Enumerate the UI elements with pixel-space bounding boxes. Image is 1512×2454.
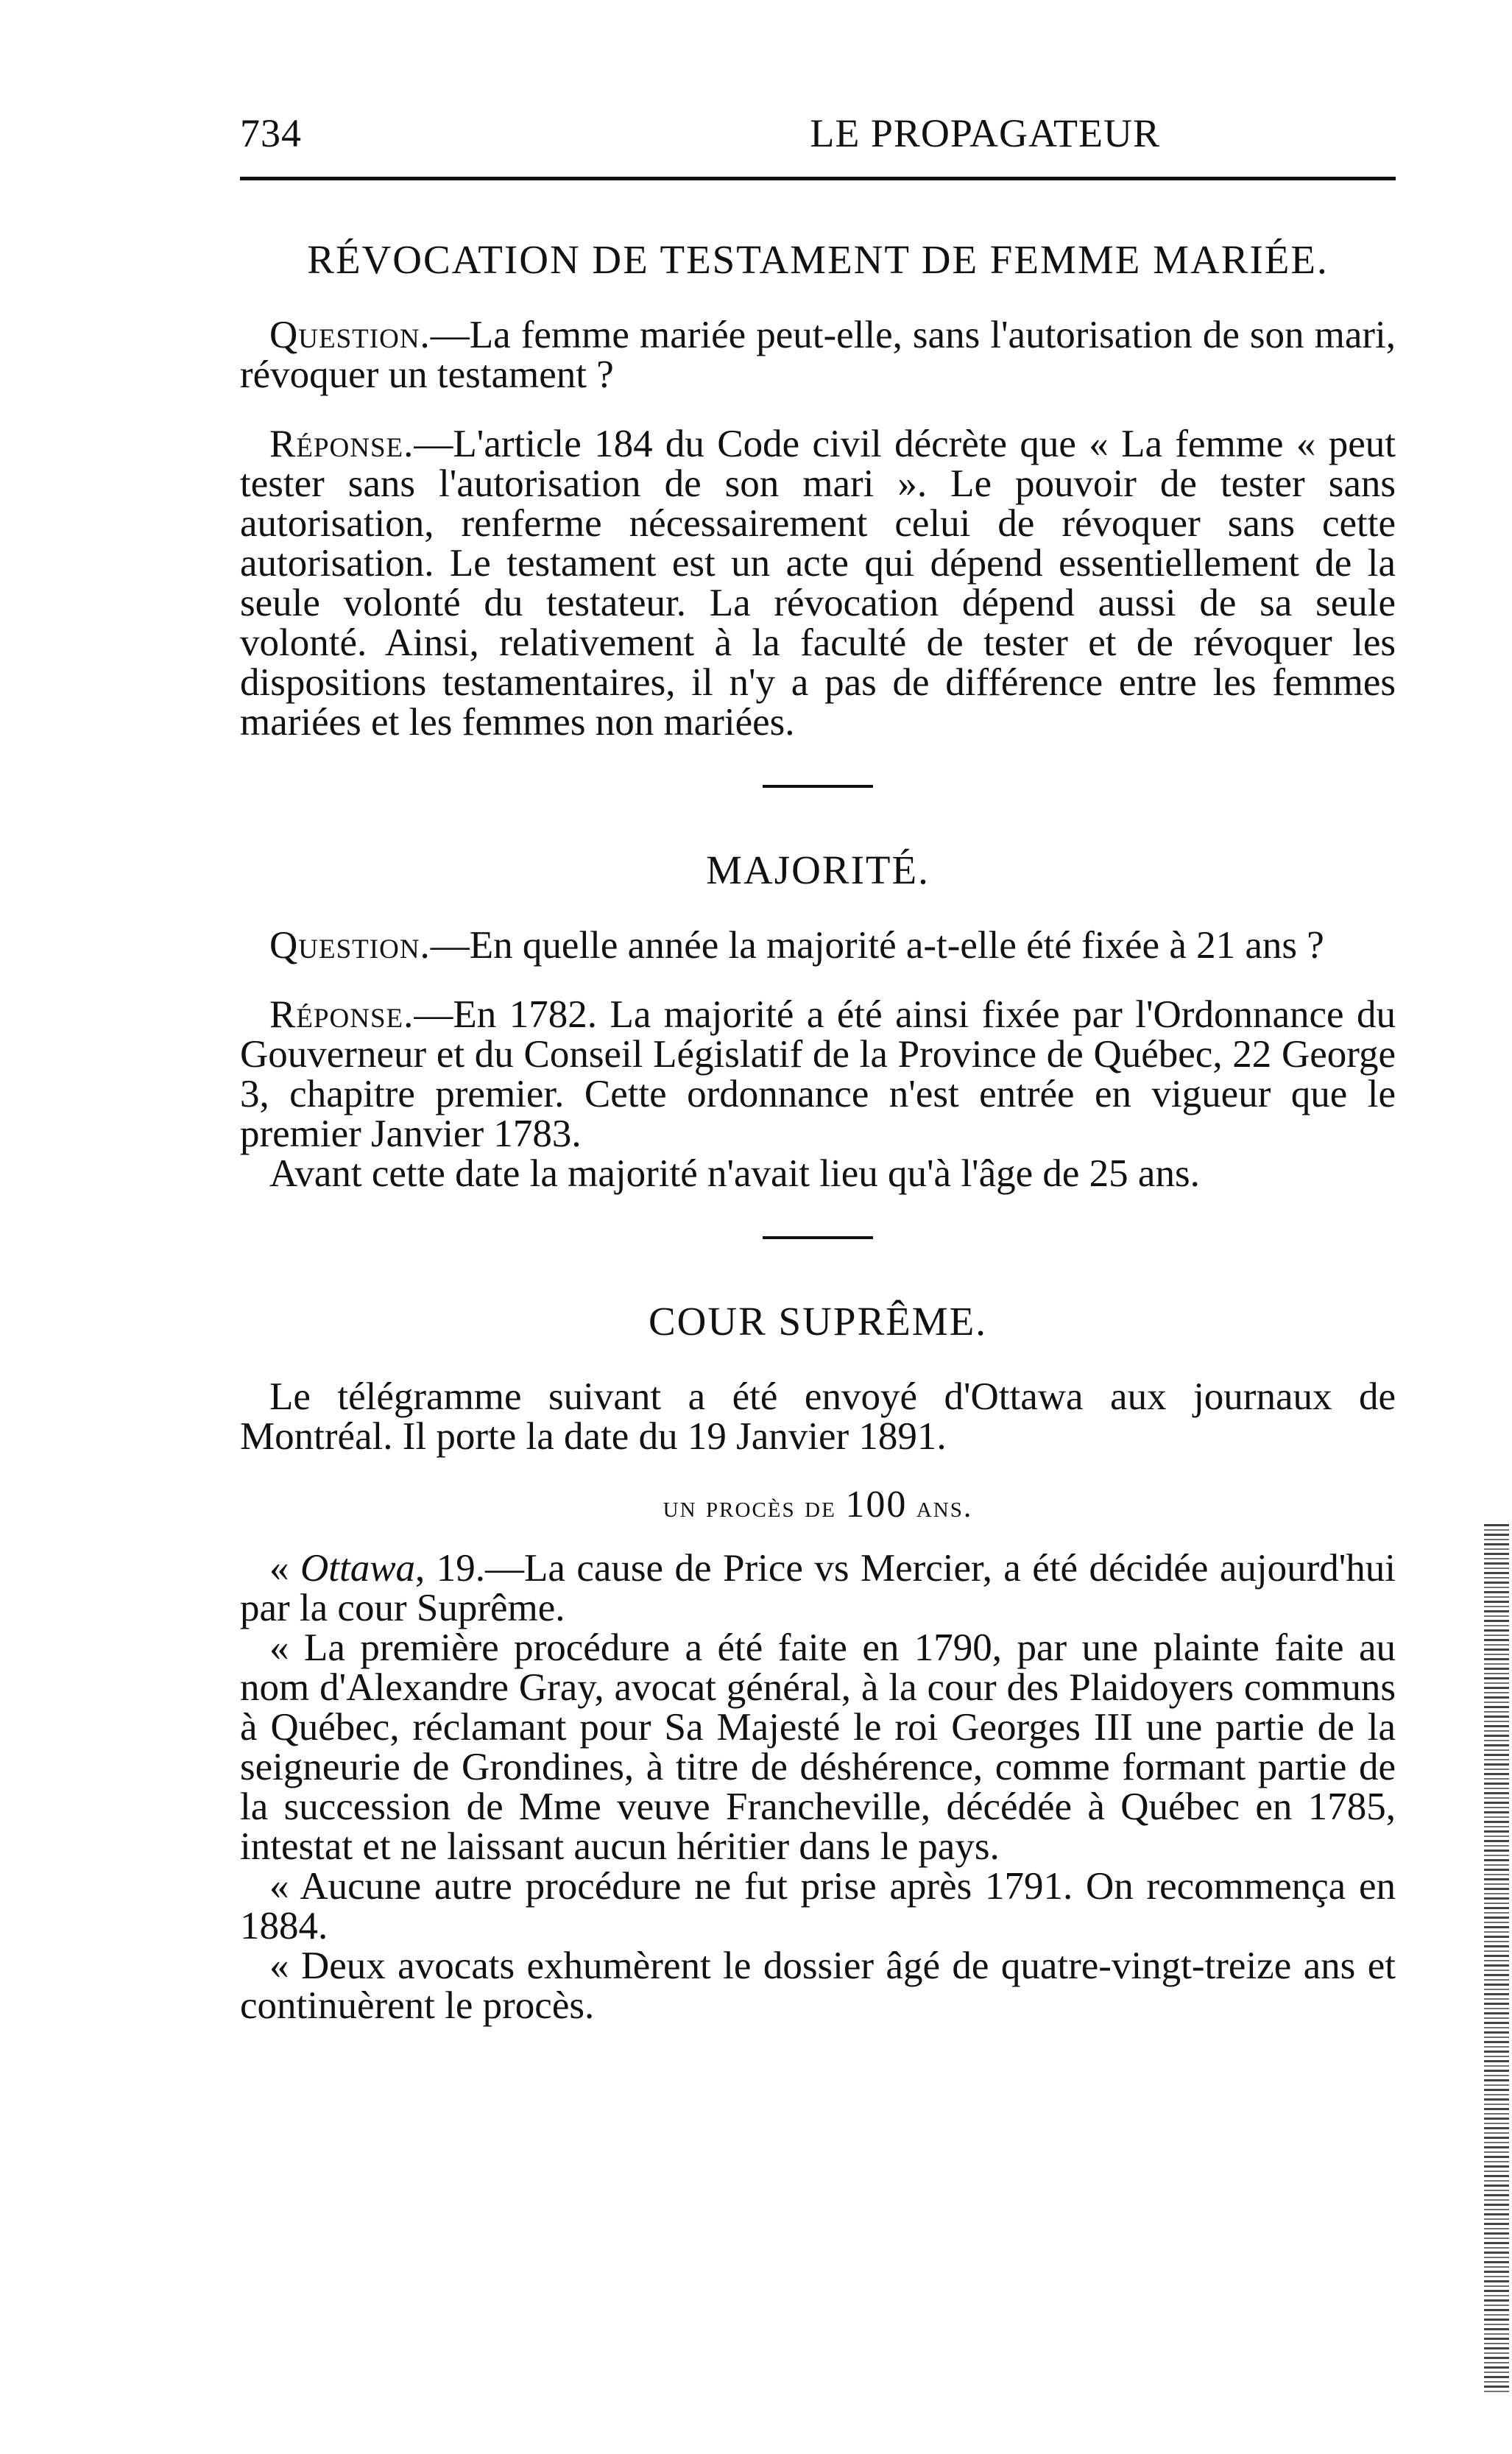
- question-text: —En quelle année la majorité a-t-elle été fixée à 21 ans ?: [430, 924, 1324, 967]
- answer-label: Réponse.: [269, 423, 414, 465]
- section-title-revocation: RÉVOCATION DE TESTAMENT DE FEMME MARIÉE.: [307, 237, 1329, 282]
- scan-edge-artifact: [1484, 1524, 1509, 2393]
- page: [240, 110, 1396, 2025]
- telegram-quote-1: [240, 1548, 1396, 1628]
- question-revocation: [240, 315, 1396, 395]
- telegram-quote-2: « La première procédure a été faite en 1790, par une plainte faite au nom d'Alexandre Gray, avocat général, à la cour des Plaidoyers communs à Québec, réclamant pour Sa Majesté le roi Georges III une partie de la seigneurie de Grondines, à titre de déshérence, comme formant partie de la succession de Mme veuve Francheville, décédée à Québec en 1785, intestat et ne laissant aucun héritier dans le pays.: [240, 1626, 1396, 1868]
- page-number: 734: [240, 111, 302, 155]
- section-divider: [763, 785, 873, 788]
- answer-revocation: [240, 424, 1396, 742]
- subtitle-text: un procès de: [663, 1490, 836, 1524]
- answer-text: —L'article 184 du Code civil décrète que « La femme « peut tester sans l'autorisation de son mari ». Le pouvoir de tester sans autorisation, renferme nécessairement celui de révoquer sans cette autorisation. Le testament est un acte qui dépend essentiellement de la seule volonté du testateur. La révocation dépend aussi de sa seule volonté. Ainsi, relativement à la faculté de tester et de révoquer les dispositions testamentaires, il n'y a pas de différence entre les femmes mariées et les femmes non mariées.: [240, 423, 1396, 744]
- question-label: Question.: [269, 924, 431, 967]
- majorite-extra: Avant cette date la majorité n'avait lieu qu'à l'âge de 25 ans.: [269, 1152, 1200, 1195]
- telegram-subtitle: [240, 1483, 1396, 1526]
- quote-1-text: , 19.—La cause de Price vs Mercier, a été décidée aujourd'hui par la cour Suprême.: [240, 1547, 1396, 1629]
- section-divider: [763, 1236, 873, 1239]
- answer-label: Réponse.: [269, 993, 414, 1036]
- header-rule: [240, 177, 1396, 180]
- running-title: LE PROPAGATEUR: [810, 111, 1160, 155]
- question-text: —La femme mariée peut-elle, sans l'autorisation de son mari, révoquer un testament ?: [240, 314, 1396, 396]
- subtitle-end: ans.: [916, 1490, 973, 1524]
- running-header: [240, 110, 1396, 156]
- telegram-quote-4: « Deux avocats exhumèrent le dossier âgé de quatre-vingt-treize ans et continuèrent le procès.: [240, 1944, 1396, 2027]
- section-title-cour-supreme: COUR SUPRÊME.: [649, 1299, 987, 1344]
- subtitle-number: 100: [845, 1484, 908, 1526]
- question-label: Question.: [269, 314, 431, 356]
- quote-open: «: [269, 1547, 300, 1590]
- answer-majorite: [240, 995, 1396, 1154]
- telegram-intro: Le télégramme suivant a été envoyé d'Ottawa aux journaux de Montréal. Il porte la date du 19 Janvier 1891.: [240, 1375, 1396, 1458]
- answer-text: —En 1782. La majorité a été ainsi fixée par l'Ordonnance du Gouverneur et du Conseil Législatif de la Province de Québec, 22 George 3, chapitre premier. Cette ordonnance n'est entrée en vigueur que le premier Janvier 1783.: [240, 993, 1396, 1155]
- telegram-quote-3: « Aucune autre procédure ne fut prise après 1791. On recommença en 1884.: [240, 1865, 1396, 1947]
- quote-place: Ottawa: [300, 1547, 416, 1590]
- section-title-majorite: MAJORITÉ.: [706, 847, 930, 892]
- question-majorite: [240, 925, 1396, 965]
